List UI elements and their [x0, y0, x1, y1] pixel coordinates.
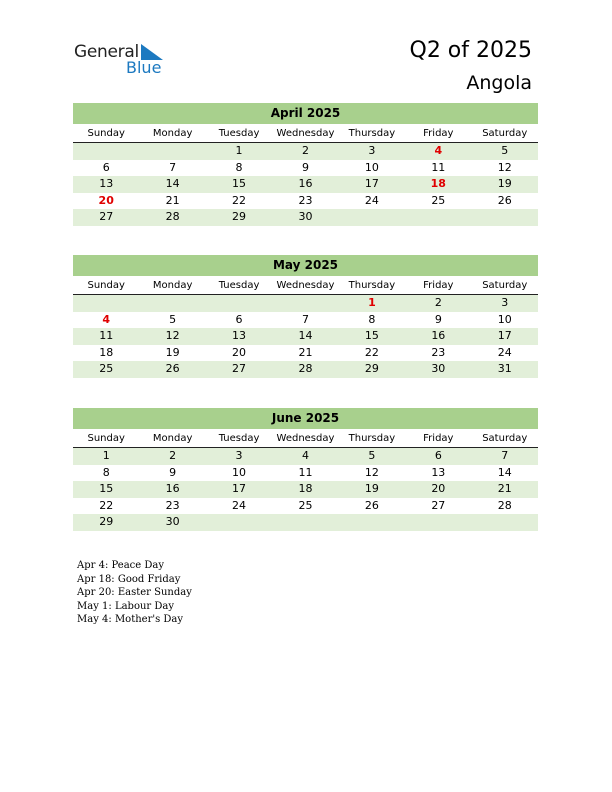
logo-blue-text: Blue [126, 58, 162, 77]
day-cell: 7 [501, 449, 509, 462]
day-cell: 13 [232, 329, 247, 342]
day-cell: 6 [434, 449, 442, 462]
day-cell: 10 [232, 465, 247, 479]
day-cell: 10 [364, 160, 379, 174]
day-cell: 8 [235, 160, 243, 174]
day-cell: 27 [431, 498, 446, 512]
day-cell: 13 [99, 177, 114, 190]
day-cell: 15 [364, 329, 379, 342]
month-title: June 2025 [73, 408, 538, 429]
month-title: April 2025 [73, 103, 538, 124]
day-cell: 12 [497, 160, 512, 174]
day-cell: 4 [301, 449, 309, 462]
day-cell: 23 [298, 193, 313, 207]
weekday-label: Sunday [87, 280, 125, 291]
day-cell: 9 [434, 312, 442, 326]
week-row [73, 143, 538, 160]
day-cell [339, 514, 405, 531]
country-name: Angola [466, 72, 532, 94]
day-cell: 17 [364, 177, 379, 190]
month-may [73, 255, 538, 378]
day-cell: 2 [301, 144, 309, 157]
day-cell: 14 [165, 177, 180, 190]
weekday-label: Friday [423, 128, 454, 139]
day-cell [472, 209, 538, 226]
holiday-item: May 1: Labour Day [77, 600, 174, 612]
day-cell: 20 [98, 193, 114, 207]
day-cell: 28 [165, 210, 180, 223]
day-cell: 29 [232, 210, 247, 223]
day-cell: 15 [232, 177, 247, 190]
day-cell: 7 [169, 160, 177, 174]
day-cell [139, 295, 205, 312]
day-cell: 12 [165, 329, 180, 342]
week-row [73, 514, 538, 531]
week-row [73, 328, 538, 345]
day-cell [73, 143, 139, 160]
day-cell [139, 143, 205, 160]
day-cell: 18 [99, 345, 114, 359]
week-row [73, 312, 538, 329]
day-cell: 21 [497, 482, 512, 495]
month-april [73, 103, 538, 226]
day-cell: 24 [232, 498, 247, 512]
day-cell: 25 [99, 362, 114, 375]
day-cell: 11 [298, 465, 313, 479]
weekday-label: Saturday [482, 280, 528, 291]
weekday-label: Monday [152, 128, 193, 139]
day-cell: 18 [298, 482, 313, 495]
day-cell: 24 [364, 193, 379, 207]
day-cell [206, 514, 272, 531]
weekday-label: Thursday [348, 280, 396, 291]
week-row [73, 498, 538, 515]
day-cell: 13 [431, 465, 446, 479]
day-cell: 8 [102, 465, 110, 479]
day-cell: 19 [364, 482, 379, 495]
day-cell: 12 [364, 465, 379, 479]
day-cell [339, 209, 405, 226]
day-cell: 24 [497, 345, 512, 359]
week-row [73, 193, 538, 210]
day-cell [206, 295, 272, 312]
day-cell: 27 [232, 362, 247, 375]
day-cell: 22 [364, 345, 379, 359]
day-cell: 29 [364, 362, 379, 375]
holiday-list [77, 559, 192, 627]
day-cell: 17 [497, 329, 512, 342]
weekday-label: Sunday [87, 433, 125, 444]
weekday-label: Wednesday [276, 128, 335, 139]
weekday-label: Friday [423, 433, 454, 444]
day-cell: 16 [431, 329, 446, 342]
day-cell: 5 [368, 449, 376, 462]
day-cell: 23 [165, 498, 180, 512]
week-row [73, 160, 538, 177]
weekday-label: Wednesday [276, 280, 335, 291]
day-cell: 22 [232, 193, 247, 207]
day-cell: 28 [298, 362, 313, 375]
day-cell: 18 [430, 177, 446, 190]
day-cell [405, 209, 471, 226]
day-cell: 10 [497, 312, 512, 326]
month-june [73, 408, 538, 531]
day-cell: 26 [165, 362, 180, 375]
week-row [73, 361, 538, 378]
day-cell: 1 [102, 449, 110, 462]
day-cell: 5 [169, 312, 177, 326]
weekday-label: Monday [152, 280, 193, 291]
day-cell: 15 [99, 482, 114, 495]
weekday-label: Friday [423, 280, 454, 291]
day-cell: 7 [301, 312, 309, 326]
day-cell: 2 [169, 449, 177, 462]
day-cell: 9 [169, 465, 177, 479]
weekday-label: Sunday [87, 128, 125, 139]
day-cell: 6 [102, 160, 110, 174]
day-cell: 31 [497, 362, 512, 375]
week-row [73, 176, 538, 193]
quarter-title: Q2 of 2025 [409, 38, 532, 63]
day-cell: 8 [368, 312, 376, 326]
day-cell: 26 [364, 498, 379, 512]
day-cell: 2 [434, 296, 442, 309]
weekday-header-row [73, 431, 538, 448]
weekday-label: Tuesday [218, 433, 260, 444]
logo-general-text: General [74, 42, 139, 62]
day-cell: 30 [431, 362, 446, 375]
day-cell: 9 [301, 160, 309, 174]
day-cell: 5 [501, 144, 509, 157]
day-cell: 19 [165, 345, 180, 359]
logo [74, 40, 174, 80]
day-cell: 30 [165, 515, 180, 528]
holiday-item: Apr 20: Easter Sunday [77, 587, 192, 598]
day-cell: 20 [232, 345, 247, 359]
day-cell: 4 [102, 312, 111, 326]
holiday-item: May 4: Mother's Day [77, 614, 184, 625]
day-cell: 1 [235, 144, 243, 157]
day-cell [405, 514, 471, 531]
weekday-label: Thursday [348, 128, 396, 139]
day-cell: 4 [434, 144, 443, 157]
day-cell: 3 [501, 296, 509, 309]
day-cell: 14 [497, 465, 512, 479]
day-cell: 6 [235, 312, 243, 326]
day-cell: 1 [368, 296, 376, 309]
day-cell [472, 514, 538, 531]
weekday-header-row [73, 278, 538, 295]
week-row [73, 481, 538, 498]
day-cell: 25 [431, 193, 446, 207]
week-row [73, 209, 538, 226]
day-cell: 27 [99, 210, 114, 223]
day-cell: 11 [431, 160, 446, 174]
month-title: May 2025 [73, 255, 538, 276]
day-cell: 30 [298, 210, 313, 223]
day-cell: 17 [232, 482, 247, 495]
day-cell: 14 [298, 329, 313, 342]
holiday-item: Apr 4: Peace Day [77, 560, 164, 571]
day-cell [272, 295, 338, 312]
weekday-label: Saturday [482, 433, 528, 444]
day-cell: 25 [298, 498, 313, 512]
week-row [73, 465, 538, 482]
weekday-label: Thursday [348, 433, 396, 444]
weekday-header-row [73, 126, 538, 143]
weekday-label: Tuesday [218, 128, 260, 139]
weekday-label: Wednesday [276, 433, 335, 444]
day-cell: 19 [497, 177, 512, 190]
day-cell: 16 [165, 482, 180, 495]
day-cell [73, 295, 139, 312]
day-cell: 28 [497, 498, 512, 512]
day-cell [272, 514, 338, 531]
week-row [73, 295, 538, 312]
day-cell: 3 [235, 449, 243, 462]
day-cell: 3 [368, 144, 376, 157]
weekday-label: Monday [152, 433, 193, 444]
weekday-label: Saturday [482, 128, 528, 139]
day-cell: 29 [99, 515, 114, 528]
day-cell: 22 [99, 498, 114, 512]
day-cell: 23 [431, 345, 446, 359]
weekday-label: Tuesday [218, 280, 260, 291]
week-row [73, 345, 538, 362]
day-cell: 21 [298, 345, 313, 359]
week-row [73, 448, 538, 465]
day-cell: 21 [165, 193, 180, 207]
day-cell: 20 [431, 482, 446, 495]
holiday-item: Apr 18: Good Friday [77, 573, 181, 585]
day-cell: 26 [497, 193, 512, 207]
day-cell: 11 [99, 329, 114, 342]
day-cell: 16 [298, 177, 313, 190]
